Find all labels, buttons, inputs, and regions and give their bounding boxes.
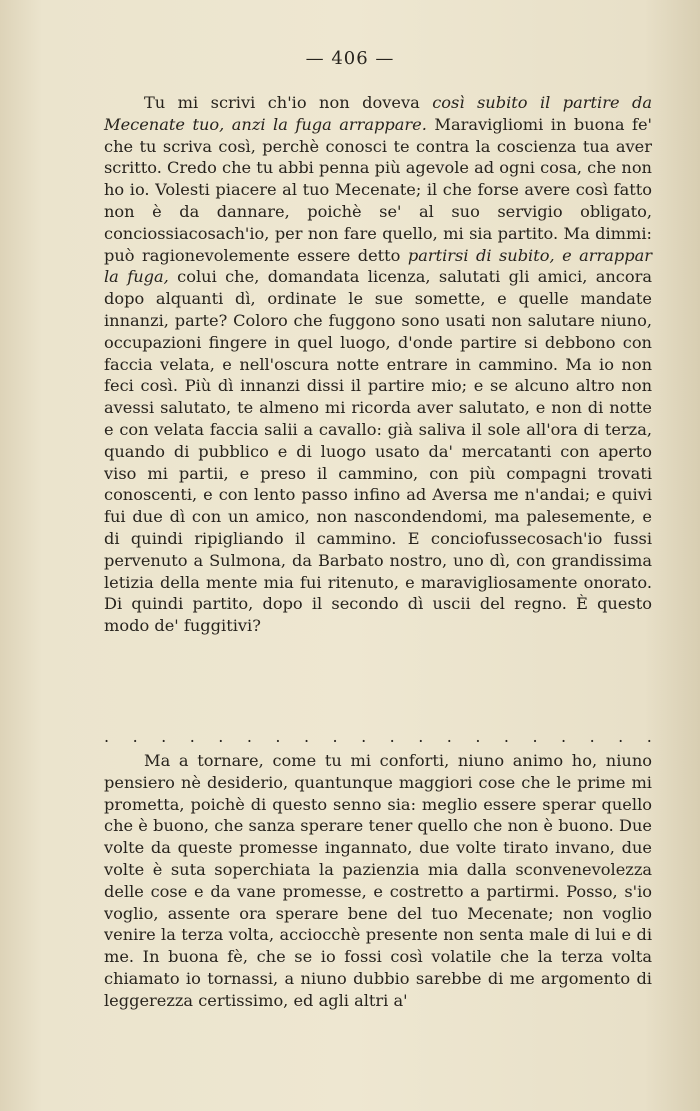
separator-dot: . bbox=[503, 727, 509, 746]
separator-dot: . bbox=[646, 727, 652, 746]
separator-dot: . bbox=[218, 727, 224, 746]
paragraph-1 bbox=[104, 92, 652, 637]
paragraph-1-segment-5: colui che, domandata licenza, salutati gli amici, ancora dopo alquanti dì, ordinate le sue somette, e quelle mandate innanzi, parte? Coloro che fuggono sono usati non salutare niuno, occupazioni fingere in quel luogo, d'onde partire si debbono con faccia velata, e nell'oscura notte entrare in cammino. Ma io non feci così. Più dì innanzi dissi il partire mio; e se alcuno altro non avessi salutato, te almeno mi ricorda aver salutato, e non di notte e con velata faccia salii a cavallo: già saliva il sole all'ora di terza, quando di pubblico e di luogo usato da' mercatanti con aperto viso mi partii, e preso il cammino, con più compagni trovati conoscenti, e con lento passo infino ad Aversa me n'andai; e quivi fui due dì con un amico, non nascondendomi, ma palesemente, e di quindi ripigliando il cammino. E conciofussecosach'io fussi pervenuto a Sulmona, da Barbato nostro, uno dì, con grandissima letizia della mente mia fui ritenuto, e maravigliosamente onorato. Di quindi partito, dopo il secondo dì uscii del regno. È questo modo de' fuggitivi? bbox=[104, 267, 652, 636]
separator-dot: . bbox=[332, 727, 338, 746]
paragraph-1-segment-3: Maravigliomi in buona fe' che tu scriva così, perchè conosci te contra la coscienza tua aver scritto. Credo che tu abbi penna più agevole ad ogni cosa, che non ho io. Volesti piacere al tuo Mecenate; il che forse avere così fatto non è da dannare, poichè se' al suo servigio obligato, conciossiacosach'io, per non fare quello, mi sia partito. Ma dimmi: può ragionevolemente essere detto bbox=[104, 114, 652, 265]
separator-dot: . bbox=[104, 727, 110, 746]
separator-dot: . bbox=[561, 727, 567, 746]
paragraph-2-segment-1: Ma a tornare, come tu mi conforti, niuno animo ho, niuno pensiero nè desiderio, quantunque maggiori cose che le prime mi prometta, poichè di questo senno sia: meglio essere sperar quello che è buono, che sanza sperare tener quello che non è buono. Due volte da queste promesse ingannato, due volte tirato invano, due volte è suta soperchiata la pazienzia mia dalla sconvenevolezza delle cose e da vane promesse, e costretto a partirmi. Posso, s'io voglio, assente ora sperare bene del tuo Mecenate; non voglio venire la terza volta, acciocchè presente non senta male di lui e di me. In buona fè, che se io fossi così volatile che la terza volta chiamato io tornassi, a niuno dubbio sarebbe di me argomento di leggerezza certissimo, ed agli altri a' bbox=[104, 751, 652, 1010]
page-number: — 406 — bbox=[305, 48, 395, 69]
separator-dot: . bbox=[618, 727, 624, 746]
separator-dot: . bbox=[418, 727, 424, 746]
paragraph-2 bbox=[104, 750, 652, 1012]
separator-dot: . bbox=[475, 727, 481, 746]
separator-dot: . bbox=[361, 727, 367, 746]
paragraph-1-segment-1: Tu mi scrivi ch'io non doveva bbox=[144, 93, 433, 112]
paragraph-1-segment-4: partirsi di subito, e arrappar la fuga, bbox=[104, 245, 652, 287]
paragraph-1-segment-2: così subito il partire da Mecenate tuo, anzi la fuga arrappare. bbox=[104, 93, 652, 134]
separator-dot: . bbox=[446, 727, 452, 746]
separator-dot: . bbox=[161, 727, 167, 746]
separator-dot: . bbox=[132, 727, 138, 746]
separator-dot: . bbox=[389, 727, 395, 746]
section-separator bbox=[104, 728, 652, 746]
separator-dot: . bbox=[275, 727, 281, 746]
separator-dot: . bbox=[246, 727, 252, 746]
separator-dot: . bbox=[189, 727, 195, 746]
separator-dot: . bbox=[303, 727, 310, 746]
separator-dot: . bbox=[589, 727, 595, 746]
separator-dot: . bbox=[532, 727, 538, 746]
